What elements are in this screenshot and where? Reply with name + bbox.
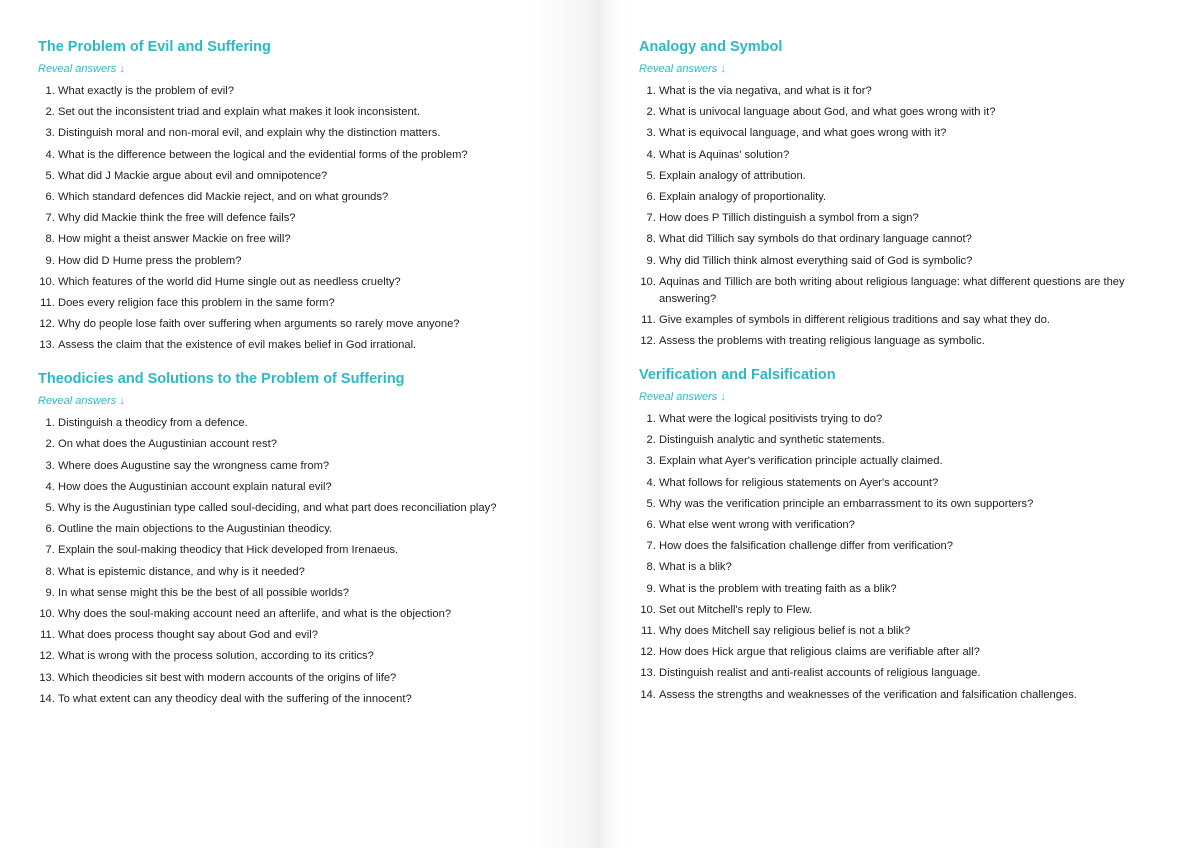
question-number: 3. <box>45 459 58 472</box>
question-number: 11. <box>641 313 659 326</box>
question-item <box>38 168 540 185</box>
question-number: 12. <box>640 335 659 348</box>
question-text: Assess the strengths and weaknesses of the verification and falsification challenges. <box>659 688 1077 701</box>
question-item <box>38 210 540 227</box>
question-number: 13. <box>39 339 58 352</box>
question-number: 1. <box>45 85 58 97</box>
question-number: 6. <box>45 190 58 203</box>
question-number: 14. <box>39 692 58 705</box>
question-text: What does process thought say about God and evil? <box>58 629 318 642</box>
question-text: What is equivocal language, and what goes wrong with it? <box>659 127 947 140</box>
question-item <box>639 538 1160 555</box>
question-item <box>38 295 540 312</box>
question-text: Why is the Augustinian type called soul-deciding, and what part does reconciliation play? <box>58 502 497 514</box>
question-text: Aquinas and Tillich are both writing about religious language: what different questions are they answering? <box>659 275 1125 305</box>
question-number: 4. <box>45 148 58 161</box>
question-text: Distinguish a theodicy from a defence. <box>58 417 248 430</box>
question-text: How might a theist answer Mackie on free will? <box>58 233 291 246</box>
question-item <box>38 125 540 142</box>
question-text: What is a blik? <box>659 561 732 574</box>
question-number: 5. <box>45 169 58 182</box>
question-text: Distinguish analytic and synthetic statements. <box>659 434 885 447</box>
question-number: 13. <box>39 671 58 684</box>
question-number: 4. <box>45 480 58 493</box>
question-number: 6. <box>646 519 659 531</box>
question-item <box>38 104 540 121</box>
question-number: 14. <box>640 688 659 701</box>
question-number: 1. <box>45 417 58 430</box>
question-number: 12. <box>640 646 659 659</box>
question-text: To what extent can any theodicy deal with the suffering of the innocent? <box>58 692 412 705</box>
question-number: 9. <box>646 582 659 595</box>
question-number: 6. <box>45 523 58 536</box>
question-number: 3. <box>646 127 659 140</box>
reveal-answers-link[interactable]: Reveal answers ↓ <box>639 391 726 404</box>
question-text: What did J Mackie argue about evil and omnipotence? <box>58 169 328 182</box>
question-item <box>639 581 1160 598</box>
question-text: What is univocal language about God, and what goes wrong with it? <box>659 106 996 119</box>
question-text: What is epistemic distance, and why is it needed? <box>58 565 305 578</box>
question-item <box>639 104 1160 121</box>
question-number: 9. <box>45 254 58 267</box>
question-number: 2. <box>45 438 58 451</box>
question-text: On what does the Augustinian account rest? <box>58 438 277 451</box>
question-item <box>38 500 540 517</box>
question-number: 10. <box>640 275 659 288</box>
question-text: Explain what Ayer's verification principle actually claimed. <box>659 455 943 468</box>
question-number: 11. <box>40 296 58 309</box>
question-number: 9. <box>45 586 58 599</box>
question-text: How does the Augustinian account explain natural evil? <box>58 480 332 493</box>
question-text: Why did Mackie think the free will defence fails? <box>58 212 296 225</box>
question-text: What were the logical positivists trying to do? <box>659 413 883 426</box>
question-item <box>38 231 540 248</box>
question-number: 11. <box>40 629 58 642</box>
question-number: 4. <box>646 148 659 161</box>
question-item <box>38 415 540 432</box>
question-text: How did D Hume press the problem? <box>58 254 242 267</box>
question-item <box>639 125 1160 142</box>
question-item <box>639 687 1160 704</box>
question-text: Which features of the world did Hume single out as needless cruelty? <box>58 275 401 288</box>
question-text: Distinguish realist and anti-realist accounts of religious language. <box>659 667 981 680</box>
section-title: Analogy and Symbol <box>639 39 783 55</box>
question-item <box>38 521 540 538</box>
question-number: 2. <box>646 106 659 119</box>
question-number: 10. <box>39 607 58 620</box>
question-text: Assess the problems with treating religious language as symbolic. <box>659 335 985 348</box>
question-text: Which standard defences did Mackie reject, and on what grounds? <box>58 190 389 203</box>
question-text: What is wrong with the process solution, according to its critics? <box>58 650 374 663</box>
question-item <box>639 312 1160 329</box>
question-number: 1. <box>646 85 659 97</box>
question-number: 7. <box>45 212 58 225</box>
question-number: 6. <box>646 190 659 203</box>
section-title: Verification and Falsification <box>639 367 836 384</box>
question-section <box>639 38 1160 350</box>
question-item <box>639 210 1160 227</box>
question-item <box>639 147 1160 164</box>
question-text: Give examples of symbols in different religious traditions and say what they do. <box>659 313 1050 326</box>
question-number: 13. <box>640 667 659 680</box>
question-text: In what sense might this be the best of all possible worlds? <box>58 586 350 599</box>
question-text: How does Hick argue that religious claims are verifiable after all? <box>659 646 980 659</box>
question-text: Does every religion face this problem in the same form? <box>58 296 335 309</box>
question-number: 8. <box>45 565 58 578</box>
question-item <box>639 623 1160 640</box>
question-text: Assess the claim that the existence of evil makes belief in God irrational. <box>58 339 417 352</box>
question-item <box>38 316 540 333</box>
question-item <box>639 644 1160 661</box>
question-text: What did Tillich say symbols do that ordinary language cannot? <box>659 233 972 246</box>
question-list <box>639 83 1160 350</box>
section-title: The Problem of Evil and Suffering <box>38 39 271 55</box>
question-text: What else went wrong with verification? <box>659 519 855 531</box>
question-number: 11. <box>641 624 659 637</box>
question-text: Set out the inconsistent triad and explain what makes it look inconsistent. <box>58 106 420 119</box>
question-item <box>38 83 540 100</box>
reveal-answers-link[interactable]: Reveal answers ↓ <box>639 63 726 75</box>
question-text: Which theodicies sit best with modern accounts of the origins of life? <box>58 671 397 684</box>
question-item <box>38 253 540 270</box>
question-text: Why does the soul-making account need an afterlife, and what is the objection? <box>58 607 452 620</box>
question-text: Why do people lose faith over suffering when arguments so rarely move anyone? <box>58 318 460 331</box>
question-text: Why does Mitchell say religious belief is not a blik? <box>659 624 911 637</box>
question-number: 1. <box>646 413 659 426</box>
question-item <box>639 453 1160 470</box>
question-text: Explain the soul-making theodicy that Hick developed from Irenaeus. <box>58 544 399 557</box>
question-item <box>38 274 540 291</box>
question-item <box>639 83 1160 100</box>
question-item <box>38 670 540 687</box>
question-number: 5. <box>646 497 659 510</box>
question-text: Where does Augustine say the wrongness came from? <box>58 459 330 472</box>
reveal-answers-link[interactable]: Reveal answers ↓ <box>38 63 125 75</box>
question-number: 7. <box>646 540 659 553</box>
reveal-answers-link[interactable]: Reveal answers ↓ <box>38 395 125 408</box>
question-text: Why did Tillich think almost everything said of God is symbolic? <box>659 254 973 267</box>
question-number: 2. <box>646 434 659 447</box>
question-text: What is Aquinas' solution? <box>659 148 790 161</box>
question-list <box>38 415 540 707</box>
question-item <box>639 496 1160 513</box>
question-number: 7. <box>646 212 659 225</box>
question-text: Why was the verification principle an embarrassment to its own supporters? <box>659 497 1034 510</box>
question-item <box>38 564 540 581</box>
question-item <box>38 147 540 164</box>
question-number: 10. <box>39 275 58 288</box>
question-text: What is the problem with treating faith as a blik? <box>659 582 897 595</box>
question-item <box>639 475 1160 492</box>
question-text: Outline the main objections to the Augustinian theodicy. <box>58 523 333 536</box>
question-item <box>639 168 1160 185</box>
question-item <box>639 432 1160 449</box>
question-number: 10. <box>640 603 659 616</box>
question-text: What is the difference between the logical and the evidential forms of the problem? <box>58 148 468 161</box>
question-item <box>639 189 1160 206</box>
question-number: 12. <box>39 318 58 331</box>
question-item <box>38 691 540 708</box>
question-item <box>38 458 540 475</box>
question-text: Set out Mitchell's reply to Flew. <box>659 603 813 616</box>
question-item <box>38 648 540 665</box>
question-text: How does P Tillich distinguish a symbol from a sign? <box>659 212 919 225</box>
question-item <box>639 253 1160 270</box>
question-text: What exactly is the problem of evil? <box>58 85 234 97</box>
question-list <box>38 83 540 354</box>
question-item <box>38 606 540 623</box>
question-list <box>639 411 1160 703</box>
question-item <box>639 602 1160 619</box>
section-title: Theodicies and Solutions to the Problem of Suffering <box>38 371 405 388</box>
question-number: 2. <box>45 106 58 119</box>
question-section <box>38 38 540 354</box>
question-item <box>639 411 1160 428</box>
question-text: What is the via negativa, and what is it for? <box>659 85 872 97</box>
question-item <box>639 274 1160 308</box>
question-item <box>639 231 1160 248</box>
question-item <box>38 436 540 453</box>
question-item <box>639 665 1160 682</box>
question-text: Distinguish moral and non-moral evil, and explain why the distinction matters. <box>58 127 441 140</box>
question-number: 8. <box>45 233 58 246</box>
question-text: Explain analogy of attribution. <box>659 169 806 182</box>
question-item <box>38 542 540 559</box>
question-number: 12. <box>39 650 58 663</box>
question-text: Explain analogy of proportionality. <box>659 190 827 203</box>
right-page <box>600 0 1200 848</box>
question-section <box>639 366 1160 703</box>
question-number: 3. <box>646 455 659 468</box>
question-section <box>38 370 540 707</box>
question-number: 3. <box>45 127 58 140</box>
question-item <box>38 585 540 602</box>
question-item <box>639 333 1160 350</box>
question-number: 7. <box>45 544 58 557</box>
question-number: 8. <box>646 561 659 574</box>
question-item <box>639 559 1160 576</box>
question-number: 4. <box>646 476 659 489</box>
question-item <box>639 517 1160 534</box>
question-text: What follows for religious statements on Ayer's account? <box>659 476 939 489</box>
question-text: How does the falsification challenge differ from verification? <box>659 540 953 553</box>
question-number: 5. <box>646 169 659 182</box>
question-item <box>38 337 540 354</box>
question-item <box>38 189 540 206</box>
question-number: 8. <box>646 233 659 246</box>
question-number: 9. <box>646 254 659 267</box>
question-number: 5. <box>45 502 58 514</box>
question-item <box>38 627 540 644</box>
question-item <box>38 479 540 496</box>
